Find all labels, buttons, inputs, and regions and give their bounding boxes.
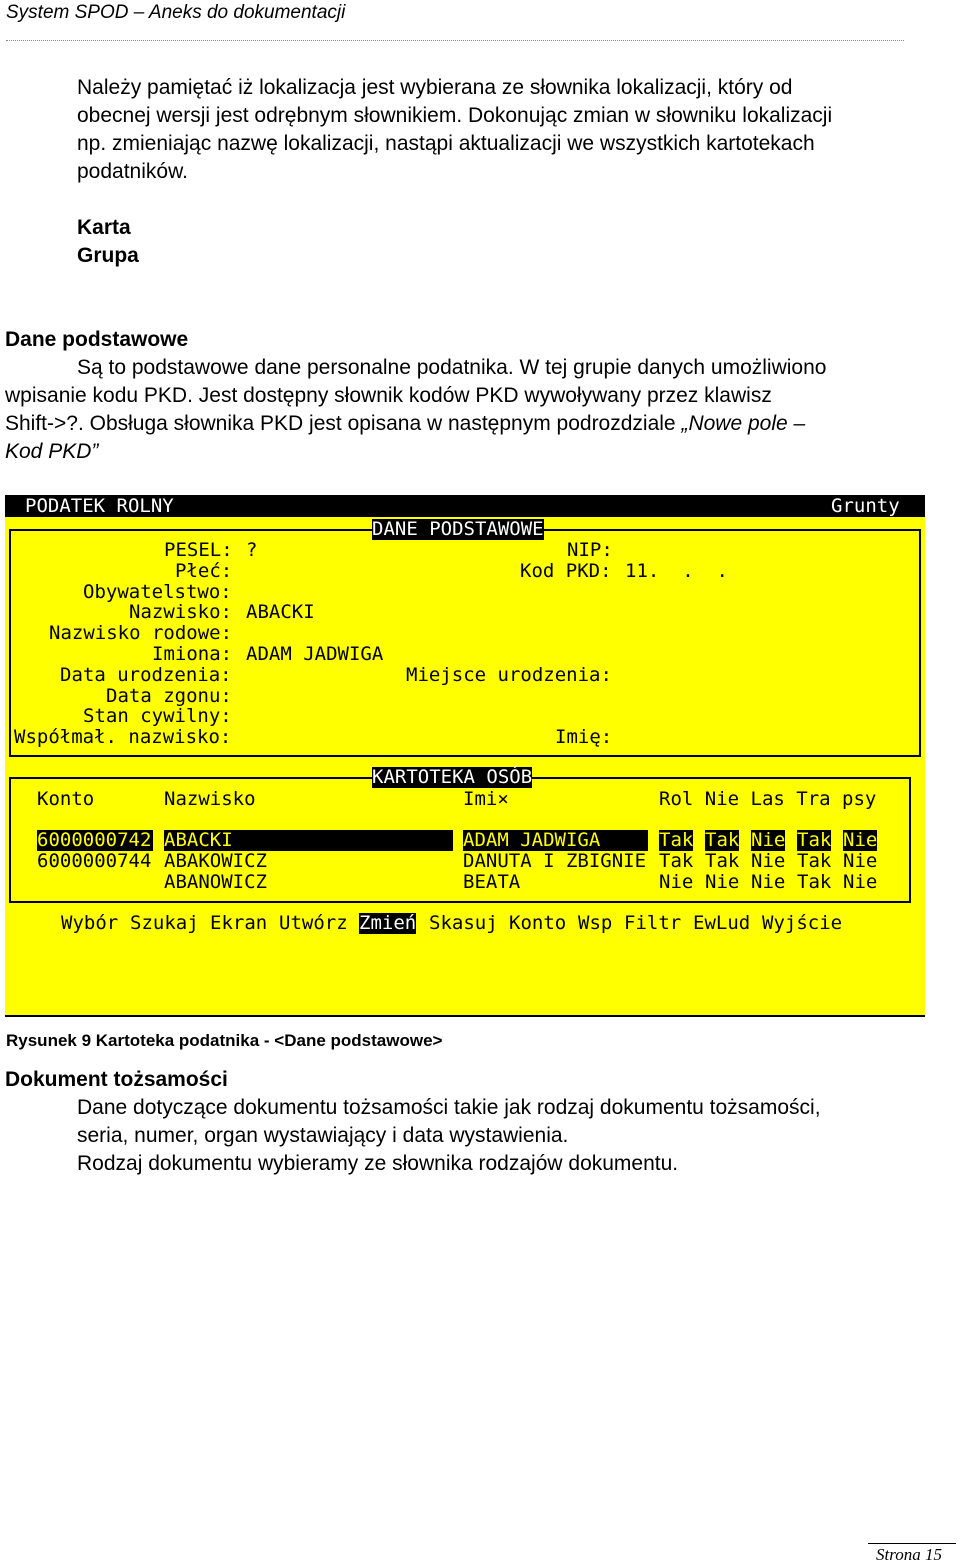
wspolmalzonek-label: Współmał. nazwisko:: [14, 726, 232, 748]
karta-label: Karta: [77, 216, 131, 239]
cell-konto[interactable]: 6000000742: [37, 829, 152, 851]
cell-konto[interactable]: 6000000744: [37, 850, 152, 872]
section1-link: „Nowe pole –: [681, 412, 806, 435]
intro-paragraph: [77, 74, 832, 186]
section2-line: Dane dotyczące dokumentu tożsamości takie jak rodzaj dokumentu tożsamości,: [77, 1096, 821, 1119]
intro-line: podatników.: [77, 160, 188, 183]
cell-imie[interactable]: DANUTA I ZBIGNIE: [463, 850, 647, 872]
miejsce-urodzenia-label: Miejsce urodzenia:: [406, 664, 612, 686]
screen-title-right: Grunty: [831, 495, 900, 517]
cell-las[interactable]: Nie: [751, 829, 786, 851]
menu-filtr[interactable]: Filtr: [624, 912, 682, 934]
page-number: Strona 15: [876, 1545, 942, 1564]
intro-line: obecnej wersji jest odrębnym słownikiem. Dokonując zmian w słowniku lokalizacji: [77, 104, 833, 127]
menu-ekran[interactable]: Ekran: [210, 912, 268, 934]
obywatelstwo-label: Obywatelstwo:: [83, 581, 232, 603]
imiona-value[interactable]: ADAM JADWIGA: [246, 643, 384, 665]
panel-title: KARTOTEKA OSÓB: [372, 766, 533, 788]
section1-text: Shift->?. Obsługa słownika PKD jest opisana w następnym podrozdziale: [5, 412, 682, 435]
cell-rol[interactable]: Nie: [659, 871, 694, 893]
cell-rol[interactable]: Tak: [659, 829, 694, 851]
section2-line: Rodzaj dokumentu wybieramy ze słownika rodzajów dokumentu.: [77, 1152, 679, 1175]
menu-skasuj[interactable]: Skasuj: [429, 912, 498, 934]
header-divider: [6, 40, 904, 41]
data-urodzenia-label: Data urodzenia:: [60, 664, 232, 686]
figure-caption: Rysunek 9 Kartoteka podatnika - <Dane podstawowe>: [6, 1031, 443, 1050]
menu-konto[interactable]: Konto: [509, 912, 567, 934]
menu-utworz[interactable]: Utwórz: [279, 912, 348, 934]
screen-title-left: PODATEK ROLNY: [25, 495, 174, 517]
intro-line: Należy pamiętać iż lokalizacja jest wybierana ze słownika lokalizacji, który od: [77, 76, 793, 99]
col-header-imie: Imi×: [463, 788, 509, 810]
pesel-value[interactable]: ?: [246, 539, 258, 561]
cell-imie[interactable]: ADAM JADWIGA: [463, 829, 601, 851]
cell-rol[interactable]: Tak: [659, 850, 694, 872]
section-title-dokument: Dokument tożsamości: [5, 1068, 228, 1091]
grupa-label: Grupa: [77, 244, 139, 267]
cell-nazwisko[interactable]: ABAKOWICZ: [164, 850, 267, 872]
dos-screen: [5, 495, 925, 1015]
menu-szukaj[interactable]: Szukaj: [130, 912, 199, 934]
cell-nie[interactable]: Nie: [705, 871, 740, 893]
cell-psy[interactable]: Nie: [843, 829, 878, 851]
nazwisko-value[interactable]: ABACKI: [246, 601, 315, 623]
footer-divider: [868, 1543, 956, 1544]
section2-line: seria, numer, organ wystawiający i data wystawienia.: [77, 1124, 569, 1147]
imiona-label: Imiona:: [152, 643, 233, 665]
kodpkd-value[interactable]: 11. . .: [625, 560, 728, 582]
cell-tra[interactable]: Tak: [797, 829, 832, 851]
screen-bottom-border: [5, 1015, 925, 1017]
cell-nazwisko[interactable]: ABANOWICZ: [164, 871, 267, 893]
cell-nie[interactable]: Tak: [705, 829, 740, 851]
menu-wybor[interactable]: Wybór: [61, 912, 119, 934]
nazwisko-label: Nazwisko:: [129, 601, 232, 623]
cell-tra[interactable]: Tak: [797, 871, 832, 893]
menu-ewlud[interactable]: EwLud: [693, 912, 751, 934]
cell-nazwisko[interactable]: ABACKI: [164, 829, 233, 851]
cell-nie[interactable]: Tak: [705, 850, 740, 872]
col-header-nazwisko: Nazwisko: [164, 788, 256, 810]
section1-line: [5, 410, 805, 438]
cell-psy[interactable]: Nie: [843, 850, 878, 872]
section1-line: Kod PKD”: [5, 440, 99, 463]
col-header-flags: Rol Nie Las Tra psy: [659, 788, 877, 810]
cell-psy[interactable]: Nie: [843, 871, 878, 893]
plec-label: Płeć:: [175, 560, 233, 582]
nip-label: NIP:: [567, 539, 613, 561]
menu-wyjscie[interactable]: Wyjście: [762, 912, 843, 934]
kodpkd-label: Kod PKD:: [520, 560, 612, 582]
cell-tra[interactable]: Tak: [797, 850, 832, 872]
col-header-konto: Konto: [37, 788, 95, 810]
pesel-label: PESEL:: [164, 539, 233, 561]
intro-line: np. zmieniając nazwę lokalizacji, nastąpi aktualizacji we wszystkich kartotekach: [77, 132, 815, 155]
panel-title: DANE PODSTAWOWE: [372, 518, 544, 540]
document-header: System SPOD – Aneks do dokumentacji: [6, 2, 346, 23]
section1-line: wpisanie kodu PKD. Jest dostępny słownik kodów PKD wywoływany przez klawisz: [5, 384, 772, 407]
section-title-dane: Dane podstawowe: [5, 328, 189, 351]
cell-imie[interactable]: BEATA: [463, 871, 521, 893]
cell-las[interactable]: Nie: [751, 850, 786, 872]
nazwisko-rodowe-label: Nazwisko rodowe:: [49, 622, 233, 644]
section1-line: Są to podstawowe dane personalne podatnika. W tej grupie danych umożliwiono: [77, 356, 827, 379]
cell-las[interactable]: Nie: [751, 871, 786, 893]
menu-wsp[interactable]: Wsp: [578, 912, 613, 934]
data-zgonu-label: Data zgonu:: [106, 685, 232, 707]
stan-cywilny-label: Stan cywilny:: [83, 705, 232, 727]
imie-label: Imię:: [555, 726, 613, 748]
menu-zmien[interactable]: Zmień: [359, 912, 417, 934]
